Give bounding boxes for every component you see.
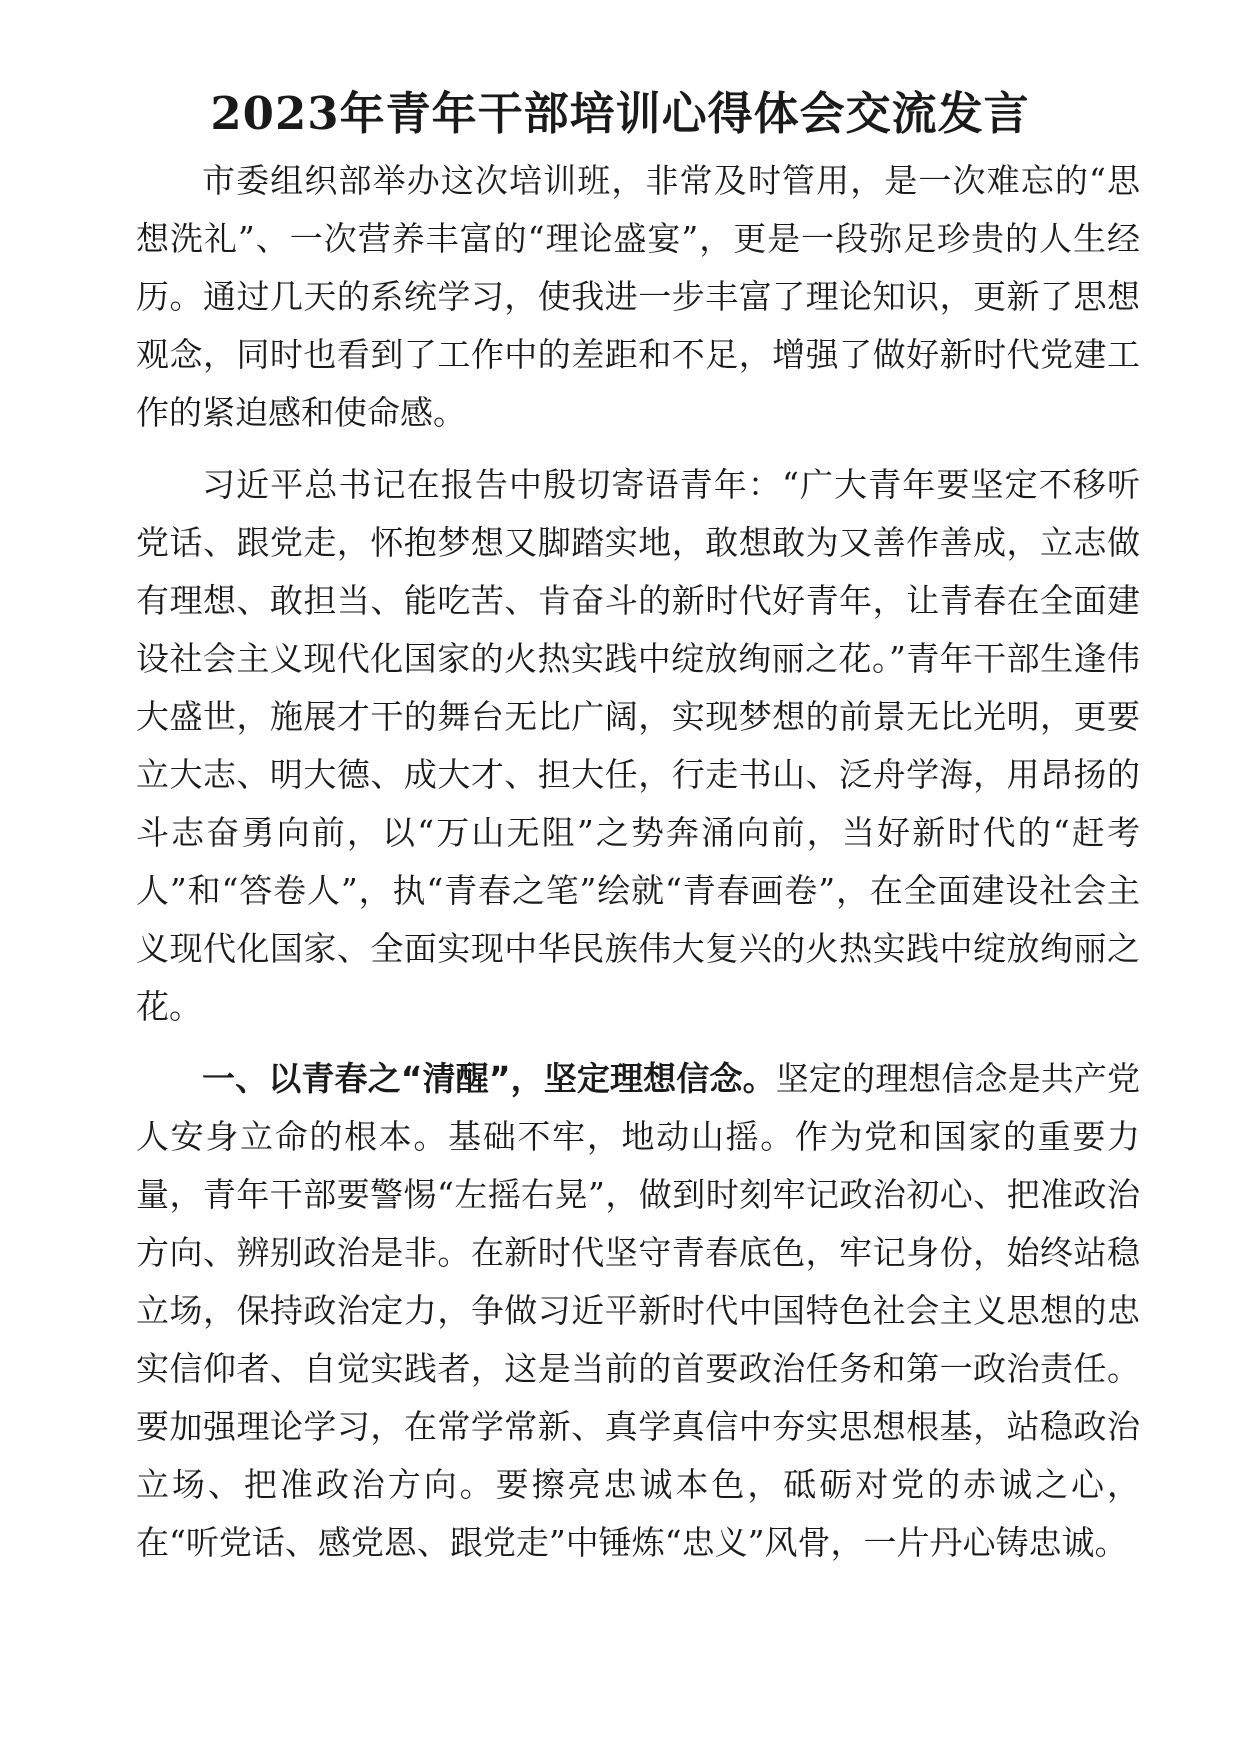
paragraph-quote [136, 456, 1140, 1036]
paragraph-text: 习近平总书记在报告中殷切寄语青年：“广大青年要坚定不移听党话、跟党走，怀抱梦想又脚踏实地，敢想敢为又善作善成，立志做有理想、敢担当、能吃苦、肯奋斗的新时代好青年，让青春在全面建设社会主义现代化国家的火热实践中绽放绚丽之花。”青年干部生逢伟大盛世，施展才干的舞台无比广阔，实现梦想的前景无比光明，更要立大志、明大德、成大才、担大任，行走书山、泛舟学海，用昂扬的斗志奋勇向前，以“万山无阻”之势奔涌向前，当好新时代的“赶考人”和“答卷人”，执“青春之笔”绘就“青春画卷”，在全面建设社会主义现代化国家、全面实现中华民族伟大复兴的火热实践中绽放绚丽之花。 [136, 465, 1140, 1026]
document-body [136, 152, 1140, 1586]
paragraph-intro [136, 152, 1140, 442]
section-heading: 一、以青春之“清醒”，坚定理想信念。 [202, 1059, 776, 1098]
paragraph-text: 市委组织部举办这次培训班，非常及时管用，是一次难忘的“思想洗礼”、一次营养丰富的“理论盛宴”，更是一段弥足珍贵的人生经历。通过几天的系统学习，使我进一步丰富了理论知识，更新了思想观念，同时也看到了工作中的差距和不足，增强了做好新时代党建工作的紧迫感和使命感。 [136, 161, 1140, 432]
document-title: 2023年青年干部培训心得体会交流发言 [210, 87, 1030, 140]
paragraph-section-one [136, 1050, 1140, 1572]
paragraph-text: 坚定的理想信念是共产党人安身立命的根本。基础不牢，地动山摇。作为党和国家的重要力量，青年干部要警惕“左摇右晃”，做到时刻牢记政治初心、把准政治方向、辨别政治是非。在新时代坚守青春底色，牢记身份，始终站稳立场，保持政治定力，争做习近平新时代中国特色社会主义思想的忠实信仰者、自觉实践者，这是当前的首要政治任务和第一政治责任。要加强理论学习，在常学常新、真学真信中夯实思想根基，站稳政治立场、把准政治方向。要擦亮忠诚本色，砥砺对党的赤诚之心，在“听党话、感党恩、跟党走”中锤炼“忠义”风骨，一片丹心铸忠诚。 [136, 1059, 1140, 1562]
